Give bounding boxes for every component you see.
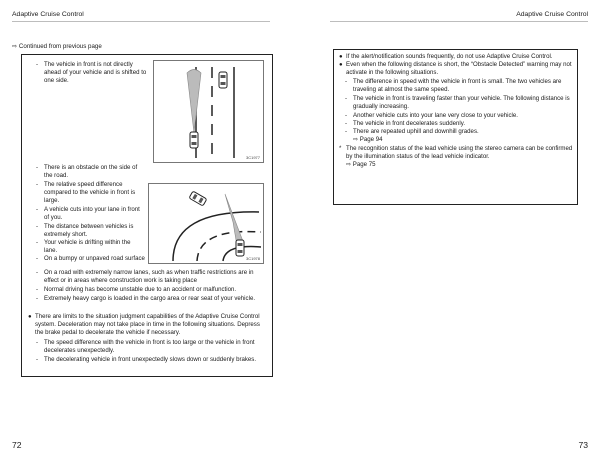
bullet-item: ● There are limits to the situation judgment capabilities of the Adaptive Cruise Control system. Deceleration may not take place in time in the following situations. Depress the brake pedal to decelerate the vehicle if necessary.: [28, 313, 260, 337]
lead-car-icon: [189, 191, 207, 206]
bullet-item: ● If the alert/notification sounds frequently, do not use Adaptive Cruise Control.: [339, 53, 553, 60]
list-item: - The decelerating vehicle in front unexpectedly slows down or suddenly brakes.: [36, 356, 257, 363]
left-caution-box: [21, 54, 273, 377]
list-item: - Extremely heavy cargo is loaded in the cargo area or rear seat of your vehicle.: [36, 295, 256, 302]
header-rule-left: [12, 21, 270, 22]
list-item: - The difference in speed with the vehicle in front is small. The two vehicles are traveling at almost the same speed.: [345, 78, 562, 94]
list-item: - There are repeated uphill and downhill grades.: [345, 128, 479, 135]
illustration-curve-road: [148, 183, 264, 264]
offset-vehicle-drawing: [154, 61, 263, 162]
radar-beam: [187, 70, 201, 134]
list-item: - Your vehicle is drifting within the lane.: [36, 239, 131, 255]
continued-label: ⇨ Continued from previous page: [12, 43, 102, 50]
illustration-offset-vehicle: [153, 60, 264, 163]
list-item: - On a road with extremely narrow lanes, such as when traffic restrictions are in effect or in areas where construction work is taking place: [36, 269, 254, 285]
list-item: - The speed difference with the vehicle in front is too large or the vehicle in front decelerates unexpectedly.: [36, 339, 255, 355]
list-item: - On a bumpy or unpaved road surface: [36, 255, 145, 262]
list-item: - There is an obstacle on the side of the road.: [36, 164, 138, 180]
lead-car-icon: [219, 72, 227, 88]
list-item: - A vehicle cuts into your lane in front of you.: [36, 206, 140, 222]
list-item: - The relative speed difference compared to the vehicle in front is large.: [36, 181, 136, 205]
list-item: - The vehicle in front decelerates suddenly.: [345, 120, 466, 127]
image-code: 3C1977: [245, 155, 260, 160]
list-item: - Another vehicle cuts into your lane very close to your vehicle.: [345, 112, 518, 119]
image-code: 3C1978: [245, 256, 260, 261]
page-number-right: 73: [578, 440, 588, 450]
page-reference-link[interactable]: ⇨ Page 75: [346, 161, 376, 168]
curve-road-drawing: [149, 184, 263, 263]
header-right-title: Adaptive Cruise Control: [516, 11, 588, 18]
own-car-icon: [236, 240, 244, 256]
page-number-left: 72: [12, 440, 22, 450]
radar-beam: [225, 194, 244, 246]
list-item: - Normal driving has become unstable due to an accident or malfunction.: [36, 286, 237, 293]
header-left-title: Adaptive Cruise Control: [12, 11, 84, 18]
header-rule-right: [330, 21, 588, 22]
own-car-icon: [190, 132, 198, 148]
list-item: - The vehicle in front is traveling faster than your vehicle. The following distance is gradually increasing.: [345, 95, 570, 111]
right-caution-box: [333, 49, 578, 205]
list-item: - The distance between vehicles is extremely short.: [36, 223, 134, 239]
page-reference-link[interactable]: ⇨ Page 94: [353, 136, 383, 143]
bullet-item: ● Even when the following distance is short, the “Obstacle Detected” warning may not activate in the following situations.: [339, 61, 572, 77]
note-item: * The recognition status of the lead vehicle using the stereo camera can be confirmed by the illumination status of the lead vehicle indicator.: [339, 145, 573, 161]
list-item: - The vehicle in front is not directly ahead of your vehicle and is shifted to one side.: [36, 61, 147, 85]
